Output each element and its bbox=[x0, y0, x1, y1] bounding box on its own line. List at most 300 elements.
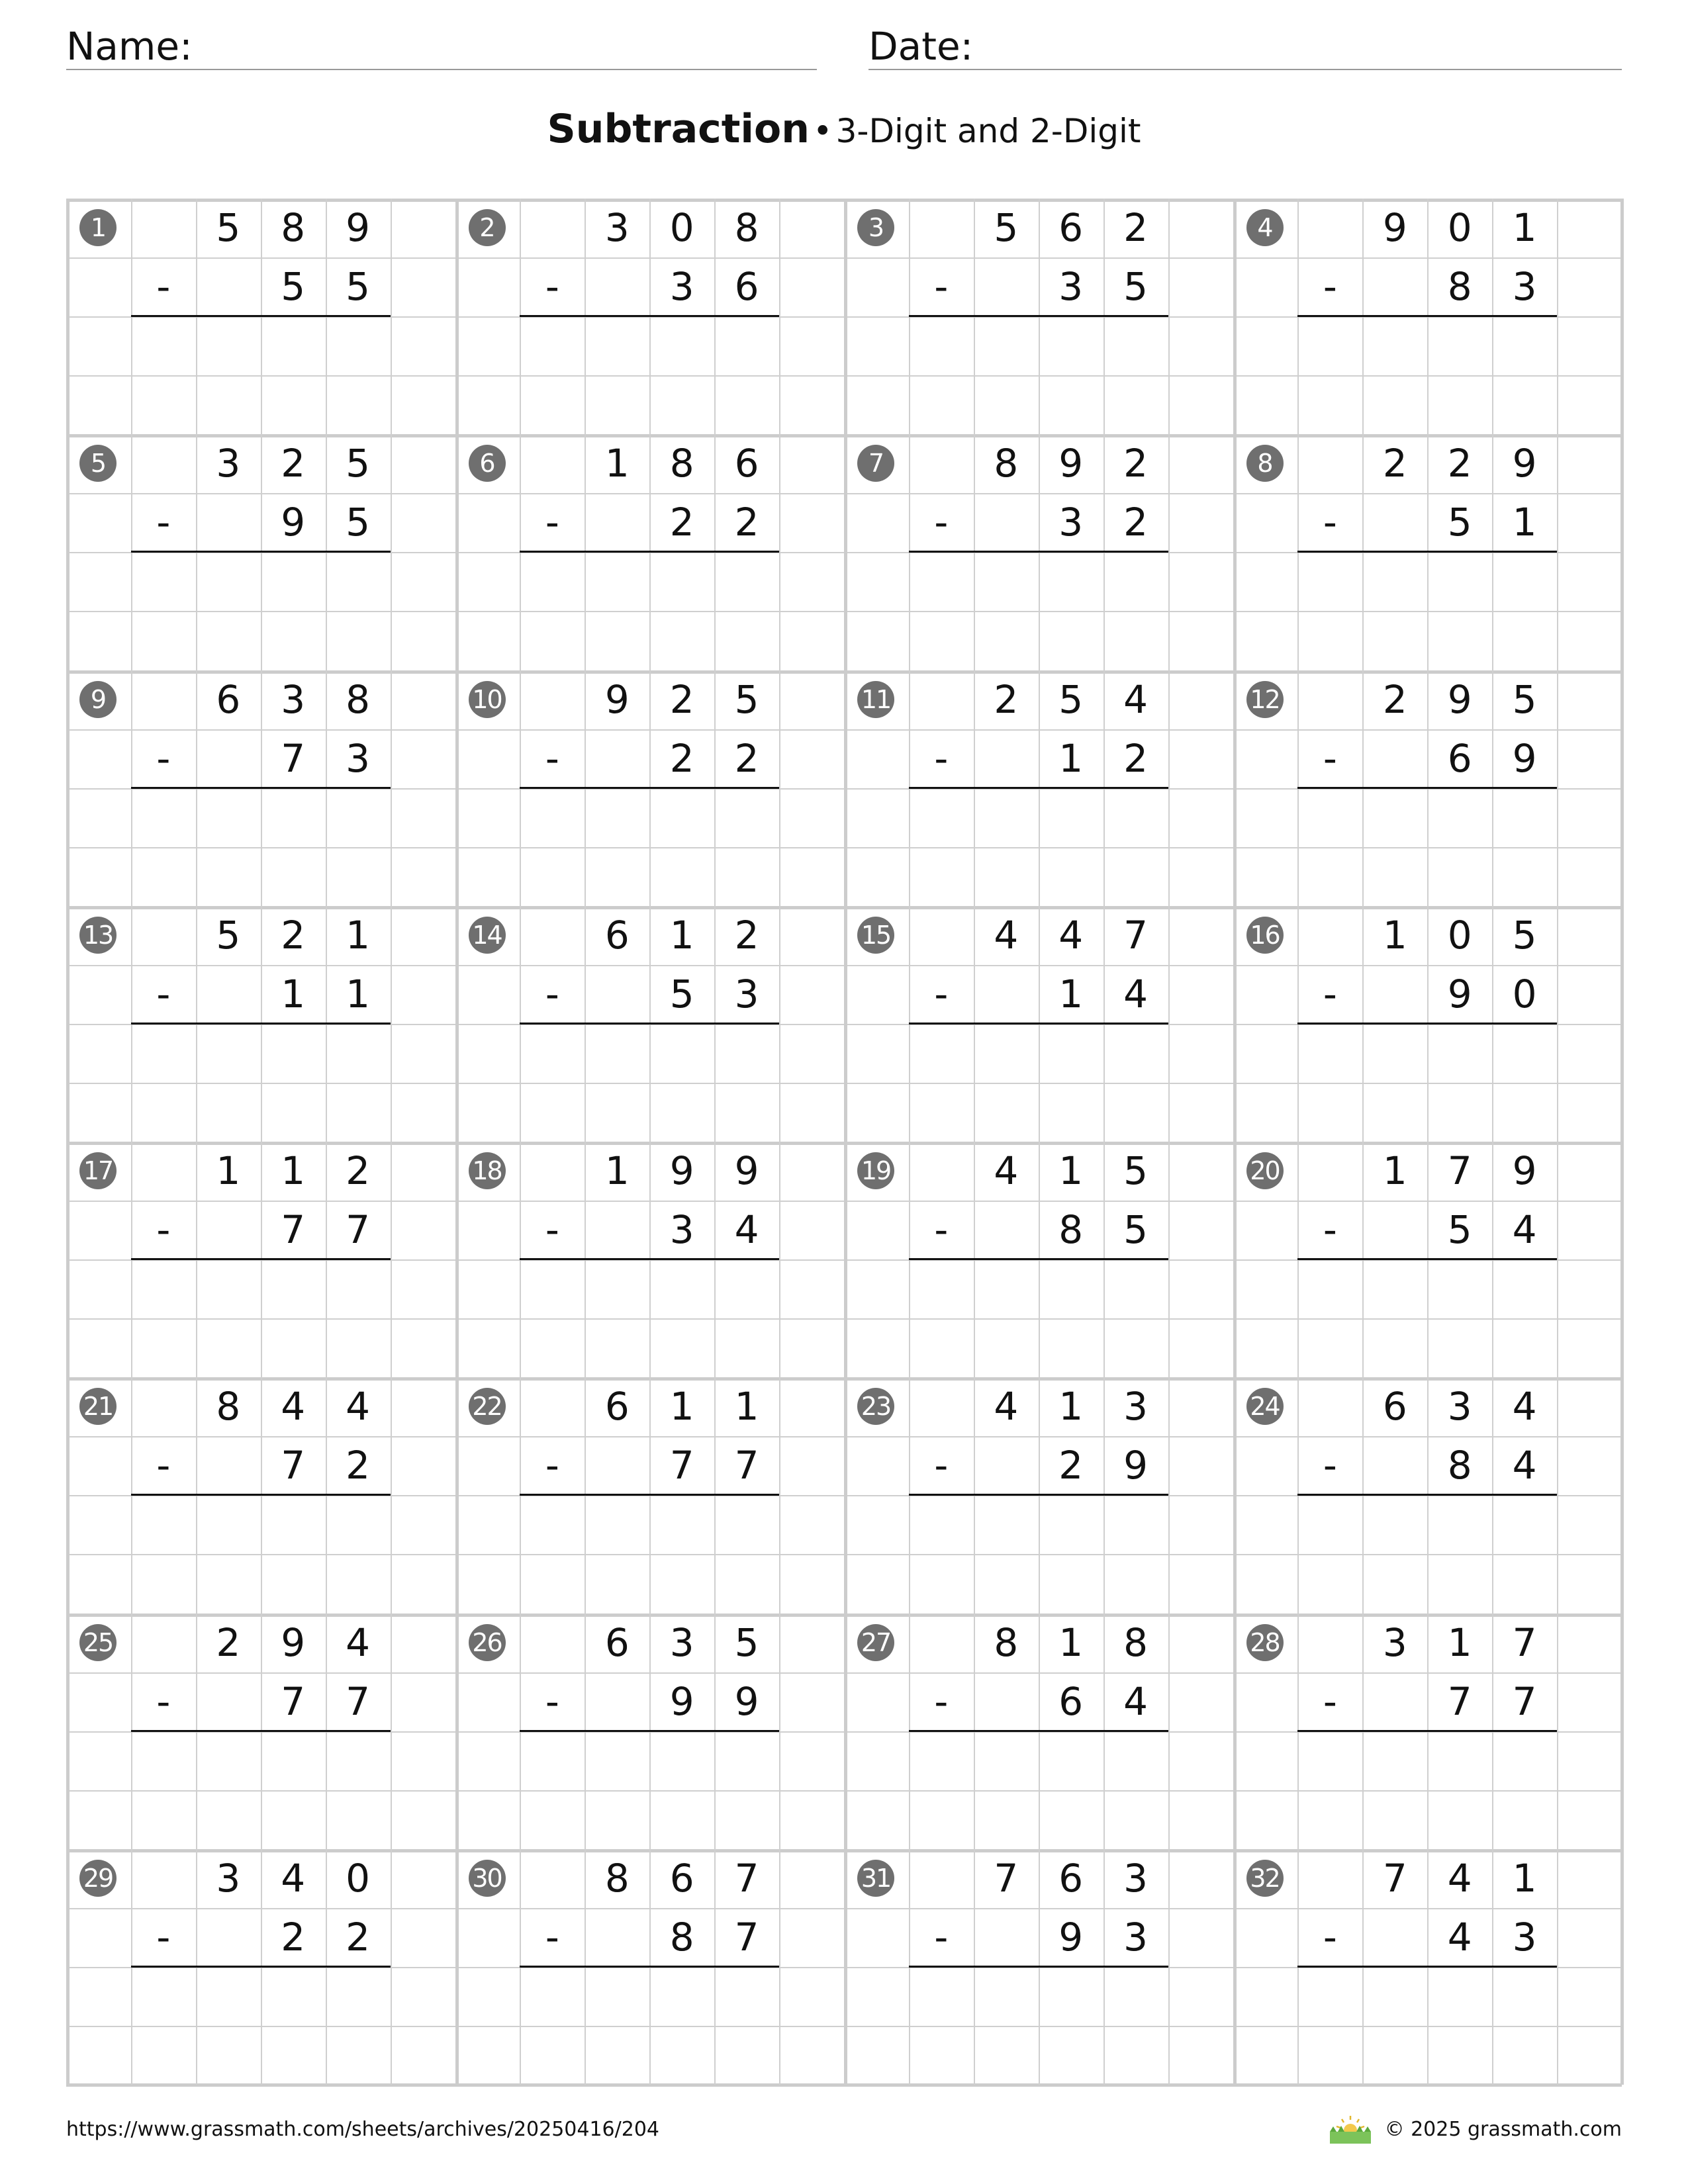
answer-cell[interactable] bbox=[326, 552, 391, 611]
answer-cell[interactable] bbox=[1039, 1731, 1103, 1790]
answer-cell[interactable] bbox=[649, 375, 714, 434]
answer-cell[interactable] bbox=[520, 788, 585, 847]
answer-cell[interactable] bbox=[1103, 375, 1168, 434]
answer-cell[interactable] bbox=[649, 1259, 714, 1318]
answer-cell[interactable] bbox=[909, 1790, 974, 1849]
answer-cell[interactable] bbox=[196, 611, 261, 670]
answer-cell[interactable] bbox=[974, 2026, 1039, 2085]
answer-cell[interactable] bbox=[649, 1731, 714, 1790]
answer-cell[interactable] bbox=[1297, 1967, 1362, 2026]
answer-cell[interactable] bbox=[1103, 552, 1168, 611]
answer-cell[interactable] bbox=[1427, 1259, 1492, 1318]
answer-cell[interactable] bbox=[326, 1790, 391, 1849]
answer-cell[interactable] bbox=[909, 1495, 974, 1554]
answer-cell[interactable] bbox=[585, 375, 649, 434]
answer-cell[interactable] bbox=[196, 2026, 261, 2085]
answer-cell[interactable] bbox=[585, 788, 649, 847]
answer-cell[interactable] bbox=[585, 1731, 649, 1790]
answer-cell[interactable] bbox=[326, 1495, 391, 1554]
answer-cell[interactable] bbox=[196, 1083, 261, 1142]
answer-cell[interactable] bbox=[1297, 1318, 1362, 1377]
answer-cell[interactable] bbox=[1039, 1967, 1103, 2026]
problem-number-badge: 31 bbox=[857, 1860, 894, 1897]
date-field[interactable] bbox=[868, 23, 1622, 70]
answer-cell[interactable] bbox=[196, 552, 261, 611]
answer-cell[interactable] bbox=[1039, 1790, 1103, 1849]
answer-cell[interactable] bbox=[520, 1554, 585, 1613]
minuend-digit: 5 bbox=[1512, 912, 1537, 958]
answer-cell[interactable] bbox=[649, 552, 714, 611]
answer-cell[interactable] bbox=[261, 847, 326, 906]
answer-cell[interactable] bbox=[649, 1554, 714, 1613]
subtrahend-digit: 9 bbox=[1058, 1914, 1084, 1960]
answer-cell[interactable] bbox=[520, 552, 585, 611]
answer-cell[interactable] bbox=[585, 1554, 649, 1613]
answer-cell[interactable] bbox=[714, 1024, 779, 1083]
answer-cell[interactable] bbox=[131, 1259, 196, 1318]
subtrahend-digit: 7 bbox=[734, 1443, 759, 1488]
answer-cell[interactable] bbox=[131, 1318, 196, 1377]
answer-cell[interactable] bbox=[1362, 2026, 1427, 2085]
answer-cell[interactable] bbox=[1103, 847, 1168, 906]
answer-cell[interactable] bbox=[909, 611, 974, 670]
answer-cell[interactable] bbox=[909, 375, 974, 434]
answer-cell[interactable] bbox=[1427, 1967, 1492, 2026]
answer-cell[interactable] bbox=[1297, 1731, 1362, 1790]
answer-cell[interactable] bbox=[261, 1790, 326, 1849]
answer-cell[interactable] bbox=[909, 316, 974, 375]
answer-cell[interactable] bbox=[585, 1083, 649, 1142]
subtrahend-digit: 7 bbox=[281, 735, 306, 781]
answer-cell[interactable] bbox=[131, 1731, 196, 1790]
answer-cell[interactable] bbox=[714, 1495, 779, 1554]
answer-cell[interactable] bbox=[261, 1259, 326, 1318]
answer-cell[interactable] bbox=[1362, 1495, 1427, 1554]
answer-cell[interactable] bbox=[1297, 1790, 1362, 1849]
answer-cell[interactable] bbox=[131, 375, 196, 434]
answer-cell[interactable] bbox=[261, 552, 326, 611]
answer-cell[interactable] bbox=[1103, 1554, 1168, 1613]
answer-cell[interactable] bbox=[326, 847, 391, 906]
subtrahend-digit: 3 bbox=[669, 264, 694, 310]
answer-cell[interactable] bbox=[520, 375, 585, 434]
answer-cell[interactable] bbox=[585, 552, 649, 611]
answer-cell[interactable] bbox=[1362, 1554, 1427, 1613]
answer-cell[interactable] bbox=[1427, 1731, 1492, 1790]
answer-cell[interactable] bbox=[1427, 552, 1492, 611]
answer-cell[interactable] bbox=[909, 552, 974, 611]
answer-cell[interactable] bbox=[1039, 1318, 1103, 1377]
answer-cell[interactable] bbox=[1039, 2026, 1103, 2085]
answer-cell[interactable] bbox=[714, 1554, 779, 1613]
answer-cell[interactable] bbox=[131, 1967, 196, 2026]
answer-cell[interactable] bbox=[1297, 1083, 1362, 1142]
answer-cell[interactable] bbox=[714, 1790, 779, 1849]
answer-cell[interactable] bbox=[1103, 1318, 1168, 1377]
minus-sign: - bbox=[545, 1443, 559, 1488]
problem-number-badge: 16 bbox=[1246, 917, 1284, 954]
minus-sign: - bbox=[934, 1443, 949, 1488]
minus-sign: - bbox=[545, 1914, 559, 1960]
minuend-digit: 3 bbox=[1123, 1855, 1149, 1901]
minus-sign: - bbox=[545, 264, 559, 310]
answer-cell[interactable] bbox=[1492, 1967, 1557, 2026]
answer-cell[interactable] bbox=[649, 1318, 714, 1377]
answer-cell[interactable] bbox=[196, 847, 261, 906]
minuend-digit: 6 bbox=[1058, 1855, 1084, 1901]
answer-cell[interactable] bbox=[1427, 788, 1492, 847]
answer-cell[interactable] bbox=[1492, 1731, 1557, 1790]
answer-cell[interactable] bbox=[1427, 847, 1492, 906]
answer-cell[interactable] bbox=[1362, 611, 1427, 670]
answer-cell[interactable] bbox=[520, 1259, 585, 1318]
answer-cell[interactable] bbox=[1427, 316, 1492, 375]
answer-cell[interactable] bbox=[1362, 1024, 1427, 1083]
answer-cell[interactable] bbox=[1427, 1318, 1492, 1377]
answer-cell[interactable] bbox=[261, 1967, 326, 2026]
answer-cell[interactable] bbox=[1039, 1495, 1103, 1554]
answer-cell[interactable] bbox=[1492, 1083, 1557, 1142]
answer-cell[interactable] bbox=[261, 1495, 326, 1554]
answer-cell[interactable] bbox=[326, 611, 391, 670]
answer-cell[interactable] bbox=[585, 847, 649, 906]
answer-cell[interactable] bbox=[131, 552, 196, 611]
answer-cell[interactable] bbox=[131, 1495, 196, 1554]
minuend-digit: 1 bbox=[1382, 1148, 1407, 1193]
answer-cell[interactable] bbox=[714, 552, 779, 611]
answer-cell[interactable] bbox=[261, 1024, 326, 1083]
minuend-digit: 1 bbox=[1058, 1619, 1084, 1665]
minus-sign: - bbox=[1323, 264, 1337, 310]
answer-cell[interactable] bbox=[974, 1790, 1039, 1849]
answer-cell[interactable] bbox=[974, 1083, 1039, 1142]
answer-cell[interactable] bbox=[649, 316, 714, 375]
answer-cell[interactable] bbox=[974, 375, 1039, 434]
subtrahend-digit: 5 bbox=[281, 264, 306, 310]
answer-cell[interactable] bbox=[1427, 1554, 1492, 1613]
answer-cell[interactable] bbox=[1362, 1259, 1427, 1318]
answer-cell[interactable] bbox=[1039, 316, 1103, 375]
subtrahend-digit: 1 bbox=[281, 971, 306, 1017]
answer-cell[interactable] bbox=[1362, 552, 1427, 611]
answer-cell[interactable] bbox=[196, 1554, 261, 1613]
answer-cell[interactable] bbox=[1103, 1024, 1168, 1083]
answer-cell[interactable] bbox=[1297, 1024, 1362, 1083]
answer-cell[interactable] bbox=[974, 788, 1039, 847]
answer-cell[interactable] bbox=[131, 1790, 196, 1849]
answer-cell[interactable] bbox=[974, 1024, 1039, 1083]
answer-cell[interactable] bbox=[520, 1495, 585, 1554]
answer-cell[interactable] bbox=[1103, 1790, 1168, 1849]
answer-cell[interactable] bbox=[520, 1024, 585, 1083]
answer-cell[interactable] bbox=[1492, 847, 1557, 906]
answer-cell[interactable] bbox=[261, 1554, 326, 1613]
minuend-digit: 2 bbox=[1123, 205, 1149, 250]
answer-cell[interactable] bbox=[649, 1967, 714, 2026]
answer-cell[interactable] bbox=[1362, 1083, 1427, 1142]
answer-cell[interactable] bbox=[1492, 1495, 1557, 1554]
answer-cell[interactable] bbox=[1297, 788, 1362, 847]
answer-cell[interactable] bbox=[196, 1731, 261, 1790]
answer-cell[interactable] bbox=[326, 1259, 391, 1318]
answer-cell[interactable] bbox=[326, 316, 391, 375]
answer-cell[interactable] bbox=[1103, 1495, 1168, 1554]
answer-cell[interactable] bbox=[1103, 1083, 1168, 1142]
answer-cell[interactable] bbox=[1297, 552, 1362, 611]
answer-cell[interactable] bbox=[326, 1967, 391, 2026]
answer-cell[interactable] bbox=[196, 1318, 261, 1377]
minuend-digit: 8 bbox=[281, 205, 306, 250]
answer-cell[interactable] bbox=[1362, 375, 1427, 434]
subtrahend-digit: 4 bbox=[1123, 1678, 1149, 1724]
subtrahend-digit: 5 bbox=[1123, 264, 1149, 310]
answer-cell[interactable] bbox=[1039, 788, 1103, 847]
answer-cell[interactable] bbox=[974, 1318, 1039, 1377]
answer-cell[interactable] bbox=[649, 1790, 714, 1849]
answer-cell[interactable] bbox=[974, 1495, 1039, 1554]
answer-cell[interactable] bbox=[1427, 1024, 1492, 1083]
answer-cell[interactable] bbox=[520, 1790, 585, 1849]
answer-cell[interactable] bbox=[1039, 847, 1103, 906]
answer-cell[interactable] bbox=[131, 1554, 196, 1613]
name-field[interactable] bbox=[66, 23, 817, 70]
answer-cell[interactable] bbox=[1362, 1318, 1427, 1377]
answer-cell[interactable] bbox=[196, 1790, 261, 1849]
answer-cell[interactable] bbox=[909, 788, 974, 847]
answer-cell[interactable] bbox=[1297, 1259, 1362, 1318]
minus-sign: - bbox=[545, 1678, 559, 1724]
answer-cell[interactable] bbox=[196, 788, 261, 847]
answer-cell[interactable] bbox=[131, 316, 196, 375]
answer-cell[interactable] bbox=[1297, 316, 1362, 375]
answer-cell[interactable] bbox=[196, 1967, 261, 2026]
answer-cell[interactable] bbox=[585, 1259, 649, 1318]
answer-cell[interactable] bbox=[974, 1259, 1039, 1318]
answer-cell[interactable] bbox=[131, 847, 196, 906]
answer-cell[interactable] bbox=[649, 1495, 714, 1554]
problem-number-badge: 10 bbox=[469, 681, 506, 718]
answer-cell[interactable] bbox=[1039, 552, 1103, 611]
answer-cell[interactable] bbox=[520, 1083, 585, 1142]
answer-cell[interactable] bbox=[131, 1024, 196, 1083]
answer-cell[interactable] bbox=[520, 1967, 585, 2026]
answer-cell[interactable] bbox=[520, 847, 585, 906]
answer-cell[interactable] bbox=[1103, 1967, 1168, 2026]
answer-cell[interactable] bbox=[520, 1731, 585, 1790]
answer-cell[interactable] bbox=[649, 788, 714, 847]
answer-cell[interactable] bbox=[974, 316, 1039, 375]
answer-cell[interactable] bbox=[649, 847, 714, 906]
answer-cell[interactable] bbox=[131, 611, 196, 670]
answer-cell[interactable] bbox=[585, 316, 649, 375]
answer-cell[interactable] bbox=[196, 1259, 261, 1318]
answer-cell[interactable] bbox=[909, 1024, 974, 1083]
answer-cell[interactable] bbox=[585, 1495, 649, 1554]
answer-cell[interactable] bbox=[714, 847, 779, 906]
answer-cell[interactable] bbox=[1427, 1495, 1492, 1554]
answer-cell[interactable] bbox=[261, 316, 326, 375]
answer-cell[interactable] bbox=[326, 1024, 391, 1083]
answer-cell[interactable] bbox=[261, 1083, 326, 1142]
minuend-digit: 2 bbox=[1123, 441, 1149, 486]
answer-cell[interactable] bbox=[1492, 1790, 1557, 1849]
answer-cell[interactable] bbox=[1297, 1554, 1362, 1613]
answer-cell[interactable] bbox=[326, 2026, 391, 2085]
answer-cell[interactable] bbox=[261, 1731, 326, 1790]
answer-cell[interactable] bbox=[1492, 316, 1557, 375]
answer-cell[interactable] bbox=[1039, 1259, 1103, 1318]
answer-cell[interactable] bbox=[131, 788, 196, 847]
minuend-digit: 3 bbox=[1123, 1384, 1149, 1430]
answer-cell[interactable] bbox=[909, 1554, 974, 1613]
minus-sign: - bbox=[1323, 1207, 1337, 1253]
answer-cell[interactable] bbox=[1362, 1731, 1427, 1790]
answer-cell[interactable] bbox=[1362, 1790, 1427, 1849]
answer-cell[interactable] bbox=[1039, 375, 1103, 434]
answer-cell[interactable] bbox=[1103, 2026, 1168, 2085]
problem-number-badge: 27 bbox=[857, 1624, 894, 1661]
answer-cell[interactable] bbox=[520, 316, 585, 375]
answer-cell[interactable] bbox=[326, 1083, 391, 1142]
answer-cell[interactable] bbox=[1427, 375, 1492, 434]
answer-cell[interactable] bbox=[974, 1967, 1039, 2026]
answer-cell[interactable] bbox=[1492, 1318, 1557, 1377]
minuend-digit: 7 bbox=[1123, 912, 1149, 958]
answer-cell[interactable] bbox=[326, 1554, 391, 1613]
answer-cell[interactable] bbox=[1427, 611, 1492, 670]
answer-cell[interactable] bbox=[714, 1318, 779, 1377]
answer-cell[interactable] bbox=[1297, 375, 1362, 434]
answer-cell[interactable] bbox=[1103, 788, 1168, 847]
answer-cell[interactable] bbox=[196, 1495, 261, 1554]
answer-cell[interactable] bbox=[585, 1967, 649, 2026]
answer-cell[interactable] bbox=[520, 611, 585, 670]
answer-cell[interactable] bbox=[909, 1731, 974, 1790]
answer-cell[interactable] bbox=[649, 2026, 714, 2085]
minuend-digit: 0 bbox=[669, 205, 694, 250]
problem-number-badge: 12 bbox=[1246, 681, 1284, 718]
answer-cell[interactable] bbox=[1492, 788, 1557, 847]
answer-cell[interactable] bbox=[1362, 1967, 1427, 2026]
answer-cell[interactable] bbox=[714, 316, 779, 375]
answer-cell[interactable] bbox=[1297, 611, 1362, 670]
answer-cell[interactable] bbox=[1362, 847, 1427, 906]
answer-cell[interactable] bbox=[131, 2026, 196, 2085]
answer-cell[interactable] bbox=[1362, 788, 1427, 847]
answer-cell[interactable] bbox=[714, 1731, 779, 1790]
answer-cell[interactable] bbox=[1039, 1554, 1103, 1613]
subtrahend-digit: 9 bbox=[734, 1678, 759, 1724]
subtrahend-digit: 1 bbox=[1058, 735, 1084, 781]
answer-cell[interactable] bbox=[1297, 1495, 1362, 1554]
answer-cell[interactable] bbox=[1362, 316, 1427, 375]
answer-cell[interactable] bbox=[909, 1967, 974, 2026]
answer-cell[interactable] bbox=[585, 1790, 649, 1849]
answer-cell[interactable] bbox=[714, 611, 779, 670]
answer-cell[interactable] bbox=[714, 2026, 779, 2085]
answer-cell[interactable] bbox=[909, 1083, 974, 1142]
answer-cell[interactable] bbox=[1492, 611, 1557, 670]
answer-cell[interactable] bbox=[974, 1554, 1039, 1613]
answer-cell[interactable] bbox=[714, 788, 779, 847]
answer-cell[interactable] bbox=[974, 611, 1039, 670]
answer-cell[interactable] bbox=[909, 1259, 974, 1318]
answer-cell[interactable] bbox=[326, 1731, 391, 1790]
answer-cell[interactable] bbox=[974, 1731, 1039, 1790]
answer-cell[interactable] bbox=[1103, 316, 1168, 375]
answer-cell[interactable] bbox=[196, 1024, 261, 1083]
problem-grid bbox=[66, 199, 1622, 2085]
answer-cell[interactable] bbox=[261, 1318, 326, 1377]
answer-cell[interactable] bbox=[326, 1318, 391, 1377]
answer-cell[interactable] bbox=[1427, 2026, 1492, 2085]
answer-cell[interactable] bbox=[1103, 1259, 1168, 1318]
answer-cell[interactable] bbox=[1297, 847, 1362, 906]
answer-cell[interactable] bbox=[196, 375, 261, 434]
answer-cell[interactable] bbox=[1103, 611, 1168, 670]
answer-cell[interactable] bbox=[585, 1024, 649, 1083]
answer-cell[interactable] bbox=[520, 1318, 585, 1377]
answer-cell[interactable] bbox=[1039, 611, 1103, 670]
answer-cell[interactable] bbox=[1103, 1731, 1168, 1790]
answer-cell[interactable] bbox=[909, 2026, 974, 2085]
answer-cell[interactable] bbox=[1492, 1024, 1557, 1083]
answer-cell[interactable] bbox=[1039, 1024, 1103, 1083]
answer-cell[interactable] bbox=[649, 1083, 714, 1142]
grid-line-vertical bbox=[1168, 199, 1170, 2085]
minuend-digit: 9 bbox=[1058, 441, 1084, 486]
answer-cell[interactable] bbox=[326, 788, 391, 847]
answer-cell[interactable] bbox=[1492, 1259, 1557, 1318]
answer-cell[interactable] bbox=[585, 1318, 649, 1377]
answer-cell[interactable] bbox=[326, 375, 391, 434]
answer-cell[interactable] bbox=[261, 375, 326, 434]
minuend-digit: 7 bbox=[1512, 1619, 1537, 1665]
answer-cell[interactable] bbox=[261, 788, 326, 847]
answer-cell[interactable] bbox=[649, 1024, 714, 1083]
answer-cell[interactable] bbox=[261, 2026, 326, 2085]
answer-cell[interactable] bbox=[1427, 1083, 1492, 1142]
answer-cell[interactable] bbox=[585, 611, 649, 670]
answer-cell[interactable] bbox=[196, 316, 261, 375]
answer-cell[interactable] bbox=[909, 847, 974, 906]
answer-cell[interactable] bbox=[1492, 552, 1557, 611]
answer-cell[interactable] bbox=[131, 1083, 196, 1142]
answer-cell[interactable] bbox=[649, 611, 714, 670]
minuend-digit: 6 bbox=[734, 441, 759, 486]
answer-cell[interactable] bbox=[1427, 1790, 1492, 1849]
answer-cell[interactable] bbox=[1492, 2026, 1557, 2085]
minus-sign: - bbox=[934, 971, 949, 1017]
answer-cell[interactable] bbox=[714, 375, 779, 434]
answer-cell[interactable] bbox=[1492, 1554, 1557, 1613]
answer-cell[interactable] bbox=[520, 2026, 585, 2085]
answer-cell[interactable] bbox=[1039, 1083, 1103, 1142]
problem-number-badge: 21 bbox=[79, 1388, 117, 1425]
answer-cell[interactable] bbox=[974, 552, 1039, 611]
answer-cell[interactable] bbox=[585, 2026, 649, 2085]
grid-line-vertical bbox=[1557, 199, 1558, 2085]
answer-cell[interactable] bbox=[714, 1967, 779, 2026]
answer-cell[interactable] bbox=[714, 1259, 779, 1318]
answer-cell[interactable] bbox=[714, 1083, 779, 1142]
answer-cell[interactable] bbox=[261, 611, 326, 670]
answer-cell[interactable] bbox=[909, 1318, 974, 1377]
answer-cell[interactable] bbox=[1297, 2026, 1362, 2085]
answer-cell[interactable] bbox=[1492, 375, 1557, 434]
minuend-digit: 2 bbox=[669, 676, 694, 722]
answer-cell[interactable] bbox=[974, 847, 1039, 906]
